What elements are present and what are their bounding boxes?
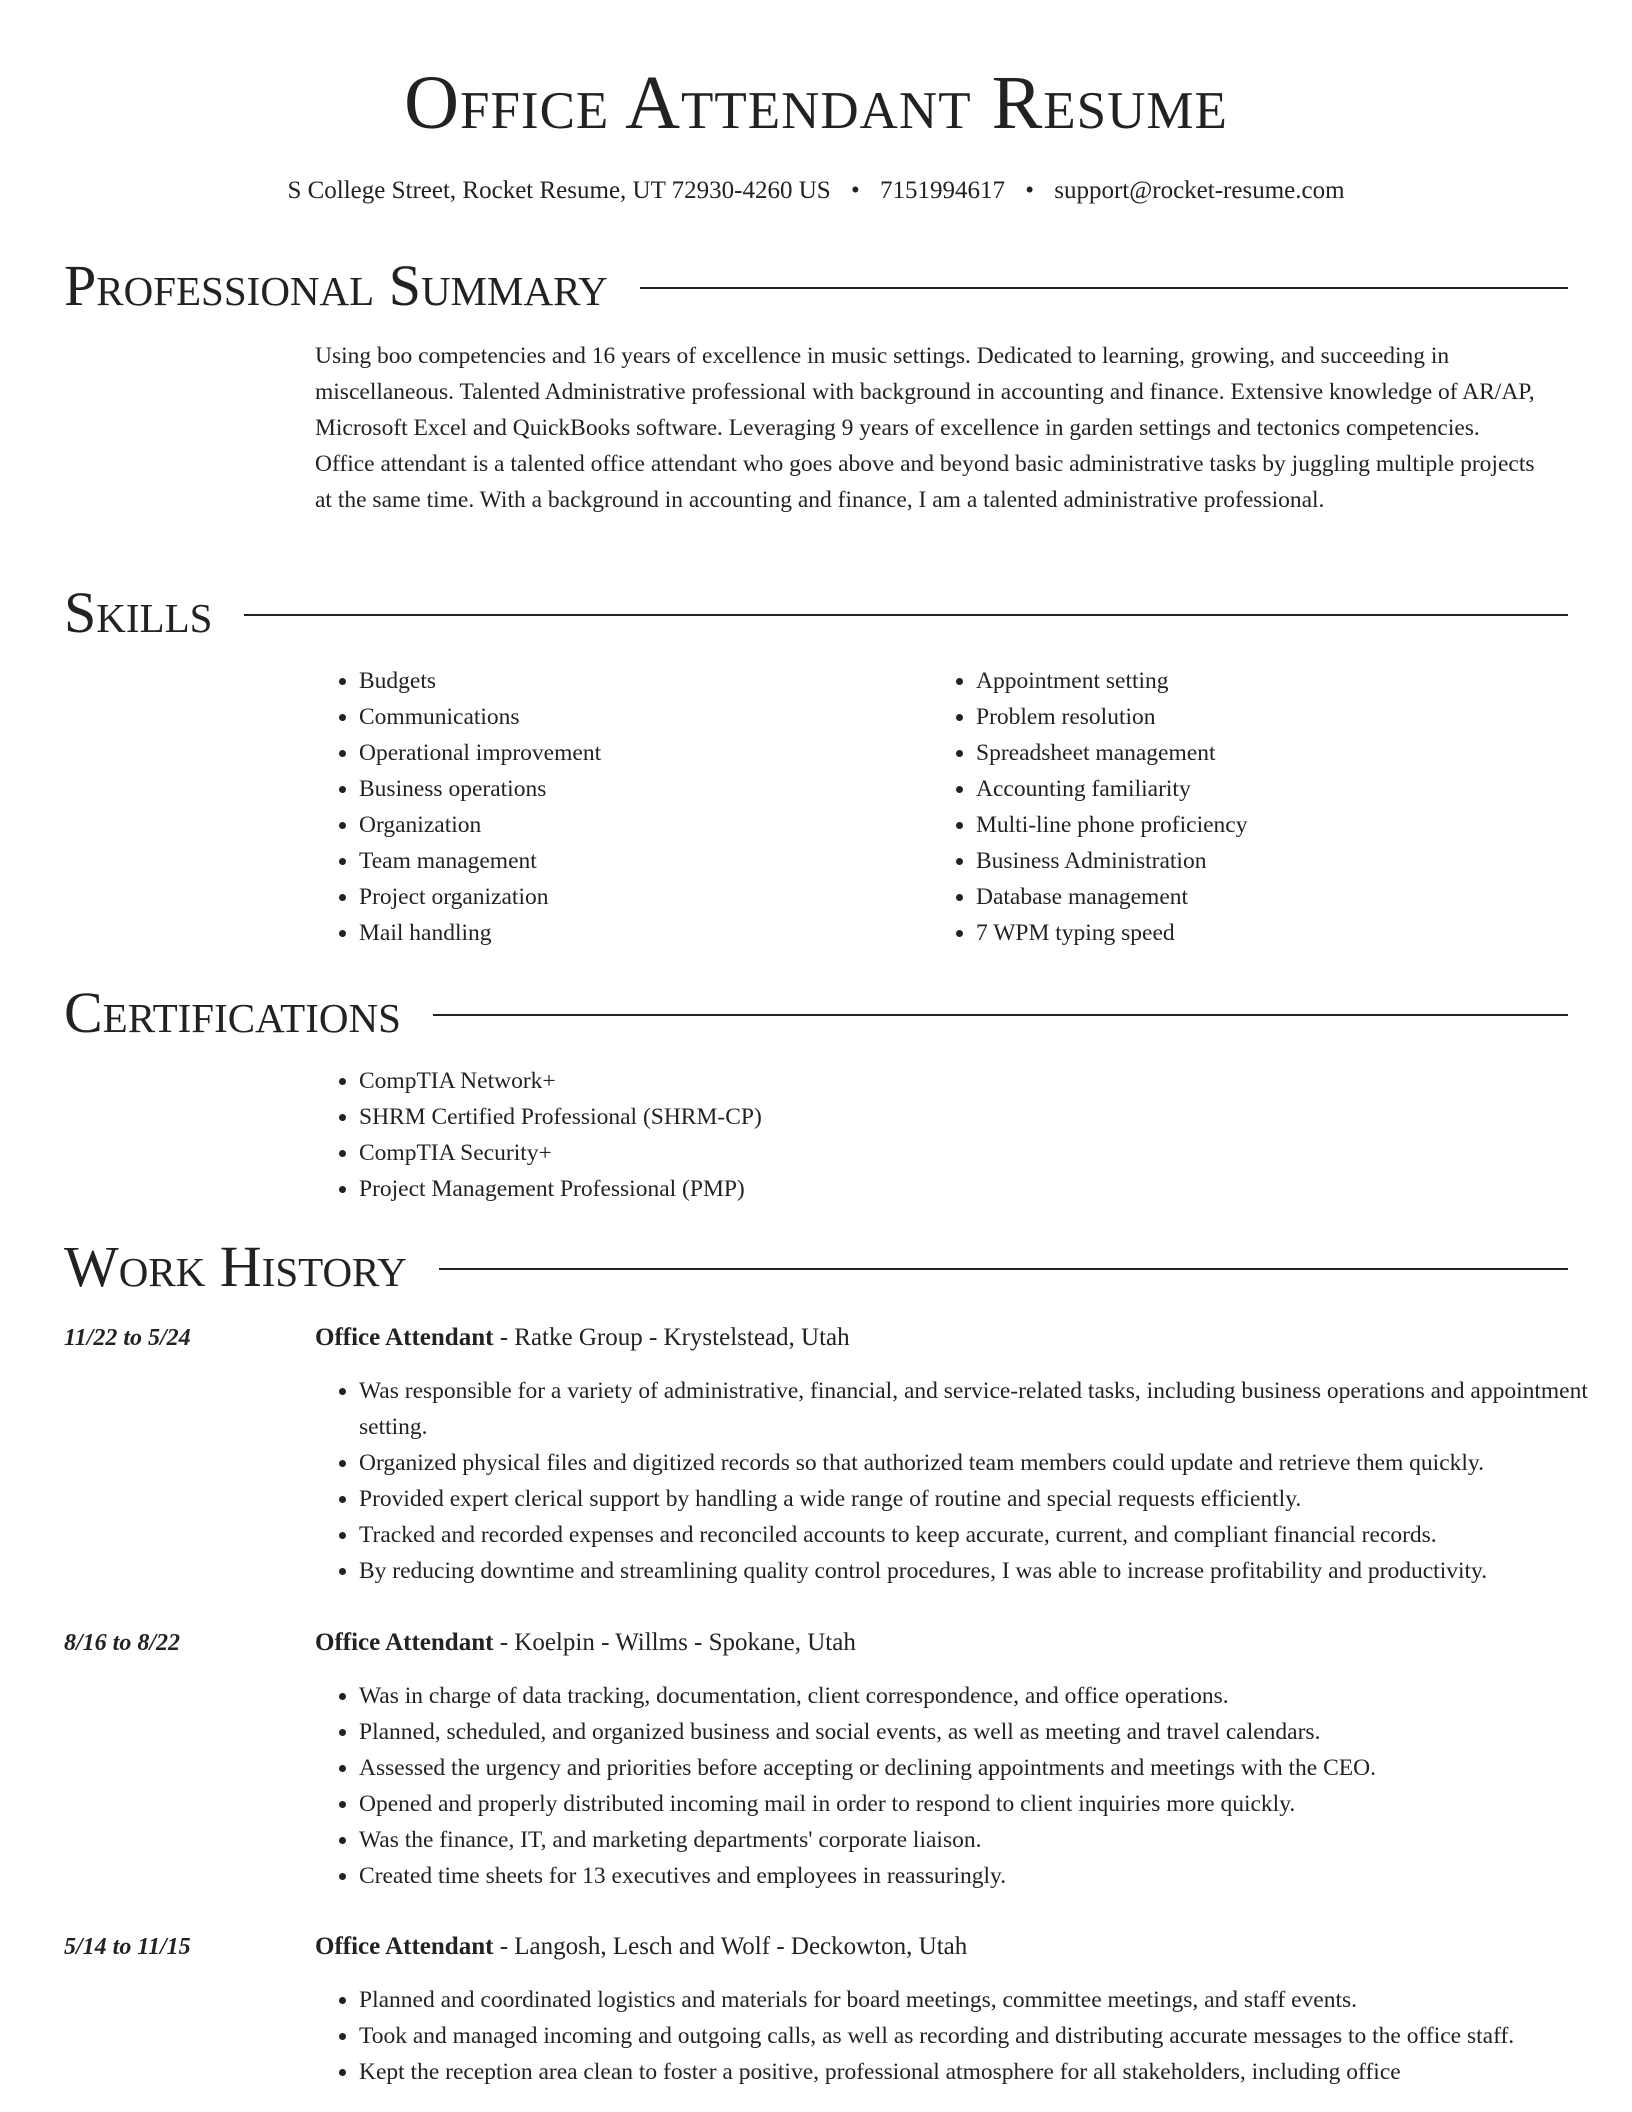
job-bullet: • Was in charge of data tracking, documentation, client correspondence, and office operations. bbox=[359, 1678, 1632, 1714]
section-divider bbox=[640, 287, 1568, 289]
job-heading bbox=[315, 1929, 967, 1965]
work-history-section-header bbox=[64, 1234, 1568, 1300]
skill-item: • Appointment setting bbox=[976, 663, 1532, 699]
job-date: 8/16 to 8/22 bbox=[64, 1630, 181, 1656]
summary-heading: Professional Summary bbox=[64, 253, 608, 318]
contact-line bbox=[0, 174, 1632, 208]
job-bullet: • Provided expert clerical support by handling a wide range of routine and special requests efficiently. bbox=[359, 1481, 1632, 1517]
job-bullets bbox=[315, 1678, 1632, 1894]
job-date: 5/14 to 11/15 bbox=[64, 1934, 191, 1960]
skill-item: • Budgets bbox=[359, 663, 875, 699]
job-role: Office Attendant bbox=[315, 1324, 494, 1351]
skill-item: • Organization bbox=[359, 807, 875, 843]
certification-item: • SHRM Certified Professional (SHRM-CP) bbox=[359, 1099, 1515, 1135]
skills-column-left bbox=[315, 663, 875, 951]
skill-item: • Business operations bbox=[359, 771, 875, 807]
job-employer: - Ratke Group - Krystelstead, Utah bbox=[493, 1324, 850, 1351]
job-heading bbox=[315, 1320, 850, 1356]
contact-separator: • bbox=[1025, 177, 1034, 204]
summary-section-header bbox=[64, 253, 1568, 319]
job-role: Office Attendant bbox=[315, 1629, 494, 1656]
certifications-section-header bbox=[64, 980, 1568, 1046]
contact-email: support@rocket-resume.com bbox=[1054, 177, 1345, 204]
contact-phone: 7151994617 bbox=[879, 177, 1005, 204]
job-bullets bbox=[315, 1373, 1632, 1589]
skill-item: • Team management bbox=[359, 843, 875, 879]
job-role: Office Attendant bbox=[315, 1933, 494, 1960]
job-heading bbox=[315, 1625, 856, 1661]
certification-item: • CompTIA Security+ bbox=[359, 1135, 1515, 1171]
job-bullet: • Organized physical files and digitized records so that authorized team members could update and retrieve them quickly. bbox=[359, 1445, 1632, 1481]
contact-separator: • bbox=[850, 177, 860, 204]
job-employer: - Koelpin - Willms - Spokane, Utah bbox=[493, 1629, 856, 1656]
job-bullet: • Opened and properly distributed incoming mail in order to respond to client inquiries more quickly. bbox=[359, 1786, 1632, 1822]
skill-item: • Problem resolution bbox=[976, 699, 1532, 735]
section-divider bbox=[439, 1268, 1568, 1270]
summary-text: Using boo competencies and 16 years of excellence in music settings. Dedicated to learning, growing, and succeeding in miscellaneous. Talented Administrative professional with background in accounting and finance. Extensive knowledge of AR/AP, Microsoft Excel and QuickBooks software. Leveraging 9 years of excellence in garden settings and tectonics competencies. Office attendant is a talented office attendant who goes above and beyond basic administrative tasks by juggling multiple projects at the same time. With a background in accounting and finance, I am a talented administrative professional. bbox=[315, 343, 1535, 513]
skills-section-header bbox=[64, 580, 1568, 646]
job-date: 11/22 to 5/24 bbox=[64, 1325, 191, 1351]
skill-item: • Operational improvement bbox=[359, 735, 875, 771]
certification-item: • CompTIA Network+ bbox=[359, 1063, 1515, 1099]
job-bullet: • Took and managed incoming and outgoing calls, as well as recording and distributing accurate messages to the office staff. bbox=[359, 2018, 1632, 2054]
job-bullet: • Created time sheets for 13 executives and employees in reassuringly. bbox=[359, 1858, 1632, 1894]
skill-item: • Communications bbox=[359, 699, 875, 735]
skill-item: • Business Administration bbox=[976, 843, 1532, 879]
certifications-heading: Certifications bbox=[64, 980, 401, 1045]
certifications-list bbox=[315, 1063, 1515, 1207]
job-bullet: • Kept the reception area clean to foster a positive, professional atmosphere for all stakeholders, including office bbox=[359, 2054, 1632, 2090]
job-bullet: • By reducing downtime and streamlining quality control procedures, I was able to increase profitability and productivity. bbox=[359, 1553, 1632, 1589]
skill-item: • Spreadsheet management bbox=[976, 735, 1532, 771]
section-divider bbox=[244, 614, 1568, 616]
skill-item: • Accounting familiarity bbox=[976, 771, 1532, 807]
work-history-heading: Work History bbox=[64, 1234, 407, 1299]
job-bullet: • Tracked and recorded expenses and reconciled accounts to keep accurate, current, and compliant financial records. bbox=[359, 1517, 1632, 1553]
job-bullet: • Was responsible for a variety of administrative, financial, and service-related tasks, including business operations and appointment setting. bbox=[359, 1373, 1632, 1445]
contact-address: S College Street, Rocket Resume, UT 72930-4260 US bbox=[287, 177, 831, 204]
resume-title: Office Attendant Resume bbox=[404, 61, 1228, 145]
skill-item: • Multi-line phone proficiency bbox=[976, 807, 1532, 843]
certification-item: • Project Management Professional (PMP) bbox=[359, 1171, 1515, 1207]
skills-column-right bbox=[932, 663, 1532, 951]
skill-item: • Database management bbox=[976, 879, 1532, 915]
job-bullets bbox=[315, 1982, 1632, 2090]
job-bullet: • Assessed the urgency and priorities before accepting or declining appointments and meetings with the CEO. bbox=[359, 1750, 1632, 1786]
job-employer: - Langosh, Lesch and Wolf - Deckowton, Utah bbox=[493, 1933, 968, 1960]
skills-heading: Skills bbox=[64, 580, 213, 645]
job-bullet: • Planned and coordinated logistics and materials for board meetings, committee meetings, and staff events. bbox=[359, 1982, 1632, 2018]
skill-item: • 7 WPM typing speed bbox=[976, 915, 1532, 951]
job-bullet: • Was the finance, IT, and marketing departments' corporate liaison. bbox=[359, 1822, 1632, 1858]
section-divider bbox=[433, 1014, 1568, 1016]
skill-item: • Mail handling bbox=[359, 915, 875, 951]
job-bullet: • Planned, scheduled, and organized business and social events, as well as meeting and travel calendars. bbox=[359, 1714, 1632, 1750]
skill-item: • Project organization bbox=[359, 879, 875, 915]
